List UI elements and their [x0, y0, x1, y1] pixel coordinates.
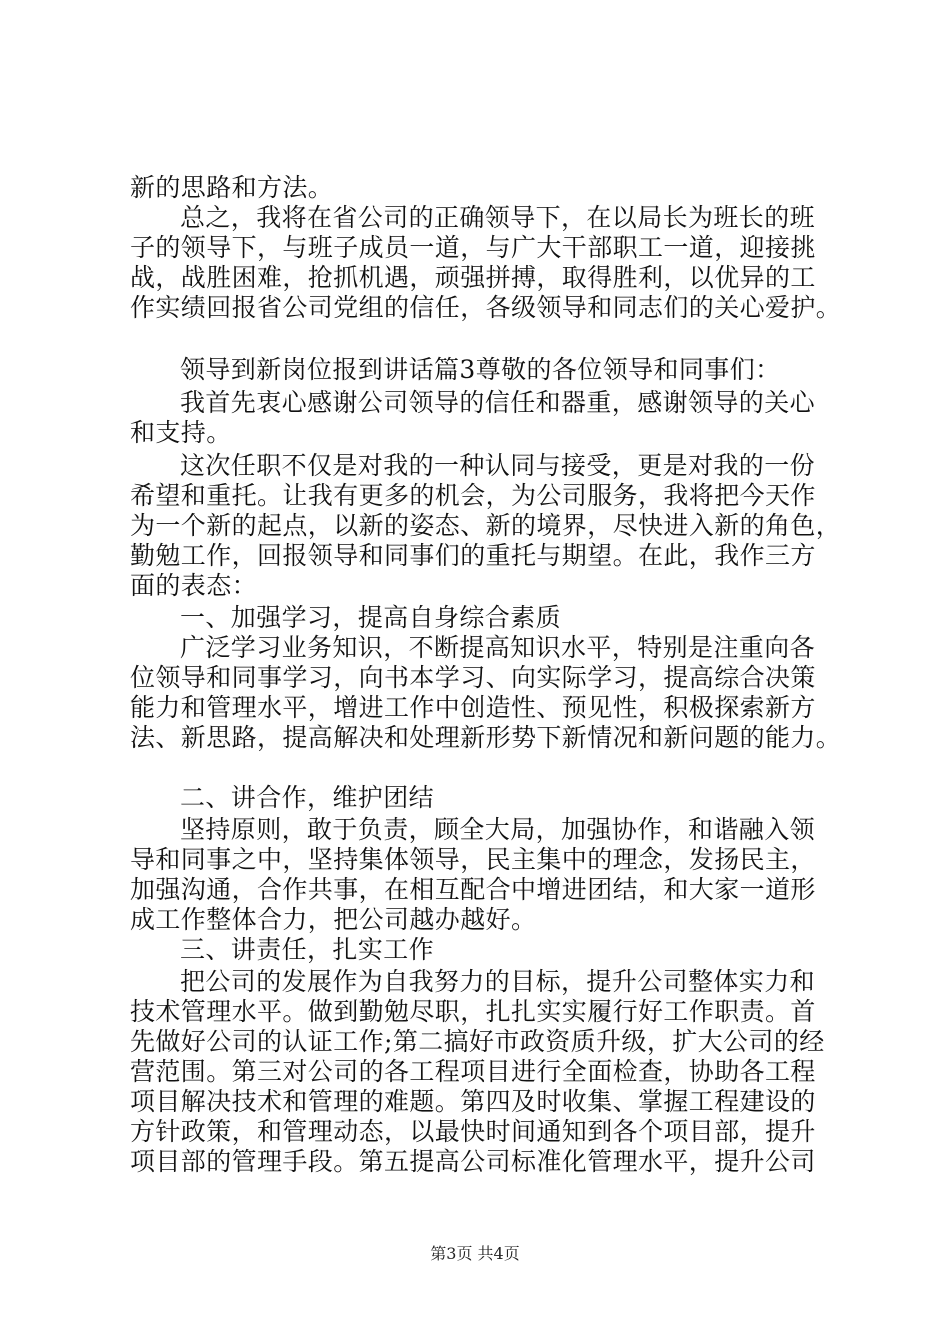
text-line: 位领导和同事学习，向书本学习、向实际学习，提高综合决策 [130, 663, 816, 692]
subsection-heading: 三、讲责任，扎实工作 [180, 935, 435, 964]
text-line: 营范围。第三对公司的各工程项目进行全面检查，协助各工程 [130, 1057, 816, 1086]
text-line: 技术管理水平。做到勤勉尽职，扎扎实实履行好工作职责。首 [130, 997, 816, 1026]
text-line: 项目解决技术和管理的难题。第四及时收集、掌握工程建设的 [130, 1087, 816, 1116]
text-line: 和支持。 [130, 418, 232, 447]
text-line: 项目部的管理手段。第五提高公司标准化管理水平，提升公司 [130, 1147, 816, 1176]
text-line: 导和同事之中，坚持集体领导，民主集中的理念，发扬民主， [130, 845, 816, 874]
text-line: 战，战胜困难，抢抓机遇，顽强拼搏，取得胜利，以优异的工 [130, 263, 816, 292]
text-line: 勤勉工作，回报领导和同事们的重托与期望。在此，我作三方 [130, 541, 816, 570]
text-line: 为一个新的起点，以新的姿态、新的境界，尽快进入新的角色， [130, 511, 842, 540]
paragraph-start: 把公司的发展作为自我努力的目标，提升公司整体实力和 [180, 967, 816, 996]
text-line: 能力和管理水平，增进工作中创造性、预见性，积极探索新方 [130, 693, 816, 722]
text-line: 先做好公司的认证工作;第二搞好市政资质升级，扩大公司的经 [130, 1027, 825, 1056]
paragraph-start: 我首先衷心感谢公司领导的信任和器重，感谢领导的关心 [180, 388, 816, 417]
text-line: 方针政策，和管理动态，以最快时间通知到各个项目部，提升 [130, 1117, 816, 1146]
page-number-footer: 第3页 共4页 [430, 1244, 520, 1263]
text-line: 法、新思路，提高解决和处理新形势下新情况和新问题的能力。 [130, 723, 842, 752]
subsection-heading: 一、加强学习，提高自身综合素质 [180, 603, 562, 632]
section-heading: 领导到新岗位报到讲话篇3尊敬的各位领导和同事们： [180, 355, 781, 384]
subsection-heading: 二、讲合作，维护团结 [180, 783, 435, 812]
paragraph-start: 这次任职不仅是对我的一种认同与接受，更是对我的一份 [180, 451, 816, 480]
text-line: 作实绩回报省公司党组的信任，各级领导和同志们的关心爱护。 [130, 293, 842, 322]
text-line: 新的思路和方法。 [130, 173, 334, 202]
text-line: 加强沟通，合作共事，在相互配合中增进团结，和大家一道形 [130, 875, 816, 904]
text-line: 面的表态： [130, 571, 258, 600]
text-line: 希望和重托。让我有更多的机会，为公司服务，我将把今天作 [130, 481, 816, 510]
paragraph-start: 总之，我将在省公司的正确领导下，在以局长为班长的班 [180, 203, 816, 232]
paragraph-start: 坚持原则，敢于负责，顾全大局，加强协作，和谐融入领 [180, 815, 816, 844]
paragraph-start: 广泛学习业务知识，不断提高知识水平，特别是注重向各 [180, 633, 816, 662]
text-line: 成工作整体合力，把公司越办越好。 [130, 905, 537, 934]
text-line: 子的领导下，与班子成员一道，与广大干部职工一道，迎接挑 [130, 233, 816, 262]
